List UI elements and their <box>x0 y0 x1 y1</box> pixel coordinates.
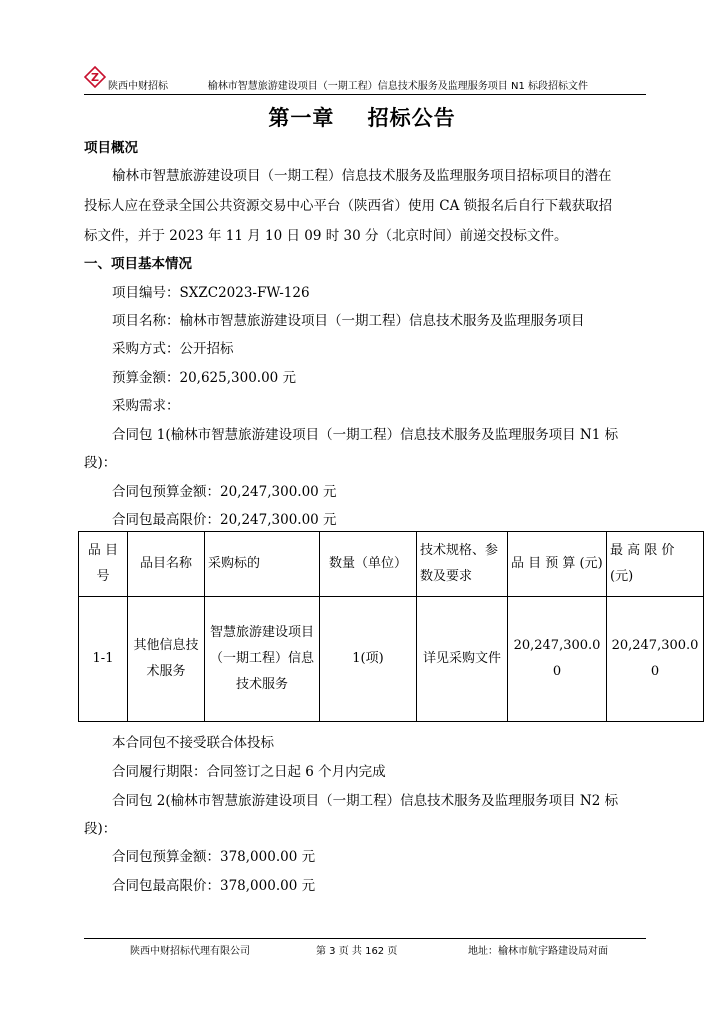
overview-heading: 项目概况 <box>84 140 138 156</box>
package1-line-1: 合同包 1(榆林市智慧旅游建设项目（一期工程）信息技术服务及监理服务项目 N1 标 <box>112 427 619 443</box>
company-logo-icon <box>84 66 106 88</box>
section1-heading: 一、项目基本情况 <box>84 256 192 272</box>
overview-line-2: 投标人应在登录全国公共资源交易中心平台（陕西省）使用 CA 锁报名后自行下载获取招 <box>84 198 613 214</box>
svg-text:Z: Z <box>91 71 99 84</box>
overview-line-1: 榆林市智慧旅游建设项目（一期工程）信息技术服务及监理服务项目招标项目的潜在 <box>112 168 612 184</box>
no-consortium: 本合同包不接受联合体投标 <box>112 735 274 751</box>
procurement-demand: 采购需求： <box>112 398 180 414</box>
project-number: 项目编号：SXZC2023-FW-126 <box>112 285 310 301</box>
contract-period: 合同履行期限：合同签订之日起 6 个月内完成 <box>112 764 386 780</box>
table-header-cell: 采购标的 <box>205 532 320 597</box>
package1-budget: 合同包预算金额：20,247,300.00 元 <box>112 484 337 500</box>
project-name: 项目名称：榆林市智慧旅游建设项目（一期工程）信息技术服务及监理服务项目 <box>112 313 585 329</box>
header-doc-title: 榆林市智慧旅游建设项目（一期工程）信息技术服务及监理服务项目 N1 标段招标文件 <box>207 81 588 92</box>
footer-company: 陕西中财招标代理有限公司 <box>130 946 250 957</box>
table-header-cell: 品目名称 <box>128 532 205 597</box>
table-header-cell: 品 目 号 <box>79 532 128 597</box>
package1-line-2: 段)： <box>84 455 117 471</box>
package2-line-2: 段)： <box>84 821 117 837</box>
table-header-cell: 最 高 限 价 (元) <box>607 532 704 597</box>
table-cell: 1-1 <box>79 597 128 722</box>
overview-line-3: 标文件，并于 2023 年 11 月 10 日 09 时 30 分（北京时间）前递交投标文件。 <box>84 228 568 244</box>
package2-line-1: 合同包 2(榆林市智慧旅游建设项目（一期工程）信息技术服务及监理服务项目 N2 标 <box>112 793 619 809</box>
procurement-method: 采购方式：公开招标 <box>112 341 234 357</box>
package1-max-price: 合同包最高限价：20,247,300.00 元 <box>112 512 337 528</box>
footer-address: 地址：榆林市航宇路建设局对面 <box>468 946 608 957</box>
package2-max-price: 合同包最高限价：378,000.00 元 <box>112 878 316 894</box>
table-cell: 智慧旅游建设项目（一期工程）信息技术服务 <box>205 597 320 722</box>
table-row <box>79 597 704 722</box>
table-header-cell: 数量（单位） <box>320 532 417 597</box>
page-footer <box>84 938 646 959</box>
page-header <box>84 64 646 95</box>
table-header-cell: 品 目 预 算 (元) <box>508 532 607 597</box>
table-cell: 其他信息技术服务 <box>128 597 205 722</box>
chapter-title: 第一章 招标公告 <box>268 106 456 130</box>
table-cell: 20,247,300.00 <box>607 597 704 722</box>
footer-page-number: 第 3 页 共 162 页 <box>316 946 398 957</box>
table-header-row <box>79 532 704 597</box>
table-cell: 1(项) <box>320 597 417 722</box>
header-company: 陕西中财招标 <box>108 81 168 92</box>
package2-budget: 合同包预算金额：378,000.00 元 <box>112 849 316 865</box>
table-cell: 详见采购文件 <box>417 597 508 722</box>
table-header-cell: 技术规格、参数及要求 <box>417 532 508 597</box>
table-cell: 20,247,300.00 <box>508 597 607 722</box>
budget-amount: 预算金额：20,625,300.00 元 <box>112 370 297 386</box>
package-items-table <box>78 531 704 722</box>
